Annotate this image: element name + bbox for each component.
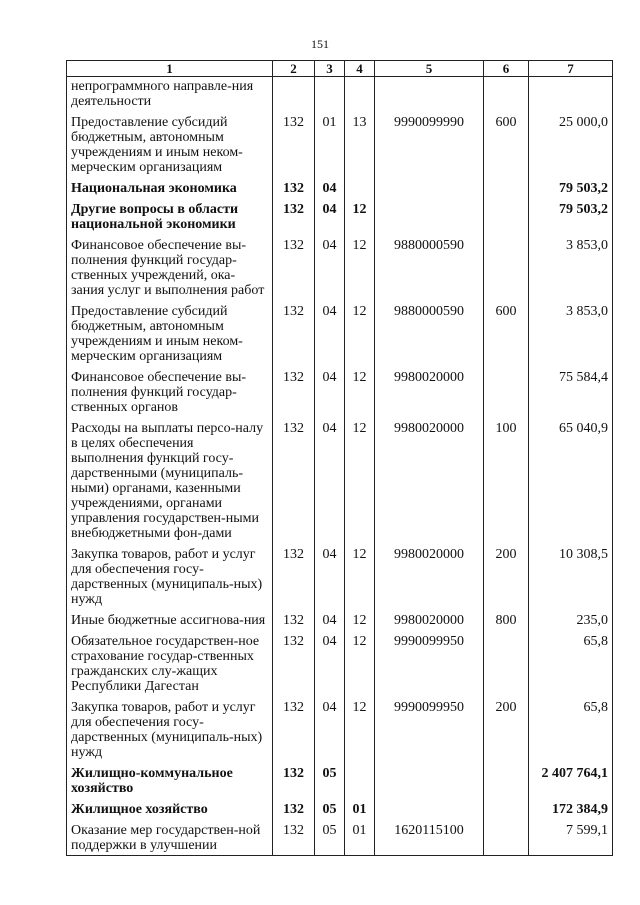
row-code-col3: 04 — [315, 368, 345, 419]
row-name: Другие вопросы в области национальной экономики — [67, 200, 273, 236]
row-name: Обязательное государствен-ное страхование государ-ственных гражданских слу-жащих Республики Дагестан — [67, 632, 273, 698]
row-code-col3: 04 — [315, 200, 345, 236]
row-code-col4: 13 — [345, 113, 375, 179]
row-name: Предоставление субсидий бюджетным, автономным учреждениям и иным неком-мерческим организациям — [67, 302, 273, 368]
row-code-col2: 132 — [273, 632, 315, 698]
row-code-col2: 132 — [273, 800, 315, 821]
table-row — [67, 179, 613, 200]
row-amount: 65 040,9 — [529, 419, 613, 545]
row-code-col3: 04 — [315, 302, 345, 368]
column-header: 1 — [67, 61, 273, 77]
row-code-col2: 132 — [273, 302, 315, 368]
row-code-col6 — [484, 179, 529, 200]
row-code-col4: 12 — [345, 302, 375, 368]
row-code-col6 — [484, 800, 529, 821]
row-code-col3: 04 — [315, 632, 345, 698]
row-code-col4: 01 — [345, 821, 375, 856]
row-amount — [529, 77, 613, 114]
table-row — [67, 611, 613, 632]
row-name: непрограммного направле-ния деятельности — [67, 77, 273, 114]
row-code-col3: 05 — [315, 764, 345, 800]
row-name: Оказание мер государствен-ной поддержки в улучшении — [67, 821, 273, 856]
table-row — [67, 632, 613, 698]
page-number: 151 — [311, 37, 329, 51]
row-amount: 3 853,0 — [529, 302, 613, 368]
row-code-col5: 1620115100 — [375, 821, 484, 856]
table-row — [67, 236, 613, 302]
row-code-col3: 05 — [315, 821, 345, 856]
row-code-col2: 132 — [273, 545, 315, 611]
table-row — [67, 800, 613, 821]
table-body — [67, 77, 613, 856]
row-code-col4: 12 — [345, 236, 375, 302]
row-amount: 65,8 — [529, 698, 613, 764]
budget-table — [66, 60, 613, 856]
row-amount: 7 599,1 — [529, 821, 613, 856]
row-code-col3: 01 — [315, 113, 345, 179]
row-code-col6: 800 — [484, 611, 529, 632]
table-row — [67, 302, 613, 368]
row-amount: 2 407 764,1 — [529, 764, 613, 800]
column-header: 2 — [273, 61, 315, 77]
row-code-col5: 9990099950 — [375, 698, 484, 764]
row-amount: 75 584,4 — [529, 368, 613, 419]
table-row — [67, 821, 613, 856]
row-code-col5: 9980020000 — [375, 611, 484, 632]
row-name: Закупка товаров, работ и услуг для обеспечения госу-дарственных (муниципаль-ных) нужд — [67, 698, 273, 764]
row-code-col5: 9980020000 — [375, 419, 484, 545]
row-code-col3: 04 — [315, 236, 345, 302]
row-code-col6 — [484, 200, 529, 236]
row-code-col5 — [375, 200, 484, 236]
row-code-col3: 04 — [315, 419, 345, 545]
row-code-col6: 600 — [484, 113, 529, 179]
row-code-col4 — [345, 179, 375, 200]
row-code-col2 — [273, 77, 315, 114]
row-name: Жилищно-коммунальное хозяйство — [67, 764, 273, 800]
row-name: Жилищное хозяйство — [67, 800, 273, 821]
row-code-col4: 12 — [345, 698, 375, 764]
row-code-col2: 132 — [273, 200, 315, 236]
column-header: 6 — [484, 61, 529, 77]
row-code-col3 — [315, 77, 345, 114]
row-code-col6: 600 — [484, 302, 529, 368]
row-code-col2: 132 — [273, 113, 315, 179]
row-code-col5 — [375, 764, 484, 800]
row-code-col6 — [484, 236, 529, 302]
row-amount: 79 503,2 — [529, 200, 613, 236]
row-code-col4: 12 — [345, 632, 375, 698]
row-code-col6 — [484, 632, 529, 698]
row-code-col5 — [375, 77, 484, 114]
row-code-col5: 9980020000 — [375, 545, 484, 611]
row-code-col3: 04 — [315, 611, 345, 632]
row-code-col6 — [484, 821, 529, 856]
row-name: Расходы на выплаты персо-налу в целях обеспечения выполнения функций госу-дарственными (муниципаль-ными) органами, казенными учреждениями, органами управления государствен-ными внебюджетными фон-дами — [67, 419, 273, 545]
row-code-col4: 12 — [345, 611, 375, 632]
row-code-col3: 04 — [315, 698, 345, 764]
row-code-col2: 132 — [273, 236, 315, 302]
row-code-col6 — [484, 764, 529, 800]
table-row — [67, 200, 613, 236]
table-row — [67, 698, 613, 764]
row-code-col4 — [345, 77, 375, 114]
column-header: 5 — [375, 61, 484, 77]
table-row — [67, 764, 613, 800]
row-code-col6 — [484, 77, 529, 114]
row-code-col5: 9880000590 — [375, 236, 484, 302]
row-code-col2: 132 — [273, 368, 315, 419]
row-amount: 65,8 — [529, 632, 613, 698]
table-header-row — [67, 61, 613, 77]
row-code-col4: 12 — [345, 200, 375, 236]
row-name: Национальная экономика — [67, 179, 273, 200]
table-row — [67, 368, 613, 419]
row-code-col5 — [375, 800, 484, 821]
row-code-col2: 132 — [273, 764, 315, 800]
table-row — [67, 77, 613, 114]
column-header: 3 — [315, 61, 345, 77]
row-code-col4: 01 — [345, 800, 375, 821]
row-code-col4: 12 — [345, 419, 375, 545]
row-name: Иные бюджетные ассигнова-ния — [67, 611, 273, 632]
row-amount: 235,0 — [529, 611, 613, 632]
column-header: 4 — [345, 61, 375, 77]
row-amount: 172 384,9 — [529, 800, 613, 821]
column-header: 7 — [529, 61, 613, 77]
row-code-col2: 132 — [273, 419, 315, 545]
row-code-col2: 132 — [273, 611, 315, 632]
row-code-col2: 132 — [273, 179, 315, 200]
row-code-col5: 9880000590 — [375, 302, 484, 368]
row-code-col5: 9990099990 — [375, 113, 484, 179]
table-row — [67, 419, 613, 545]
row-code-col2: 132 — [273, 821, 315, 856]
row-amount: 79 503,2 — [529, 179, 613, 200]
row-amount: 10 308,5 — [529, 545, 613, 611]
row-amount: 3 853,0 — [529, 236, 613, 302]
row-code-col3: 04 — [315, 545, 345, 611]
row-code-col4: 12 — [345, 368, 375, 419]
row-name: Финансовое обеспечение вы-полнения функций государ-ственных органов — [67, 368, 273, 419]
row-code-col6: 200 — [484, 698, 529, 764]
row-code-col3: 05 — [315, 800, 345, 821]
row-code-col5 — [375, 179, 484, 200]
table-row — [67, 545, 613, 611]
row-code-col4: 12 — [345, 545, 375, 611]
row-code-col6 — [484, 368, 529, 419]
table-row — [67, 113, 613, 179]
row-name: Предоставление субсидий бюджетным, автономным учреждениям и иным неком-мерческим организациям — [67, 113, 273, 179]
row-name: Финансовое обеспечение вы-полнения функций государ-ственных учреждений, ока-зания услуг и выполнения работ — [67, 236, 273, 302]
row-amount: 25 000,0 — [529, 113, 613, 179]
row-code-col6: 100 — [484, 419, 529, 545]
row-code-col2: 132 — [273, 698, 315, 764]
row-code-col4 — [345, 764, 375, 800]
row-code-col3: 04 — [315, 179, 345, 200]
row-code-col6: 200 — [484, 545, 529, 611]
row-code-col5: 9990099950 — [375, 632, 484, 698]
row-code-col5: 9980020000 — [375, 368, 484, 419]
row-name: Закупка товаров, работ и услуг для обеспечения госу-дарственных (муниципаль-ных) нужд — [67, 545, 273, 611]
